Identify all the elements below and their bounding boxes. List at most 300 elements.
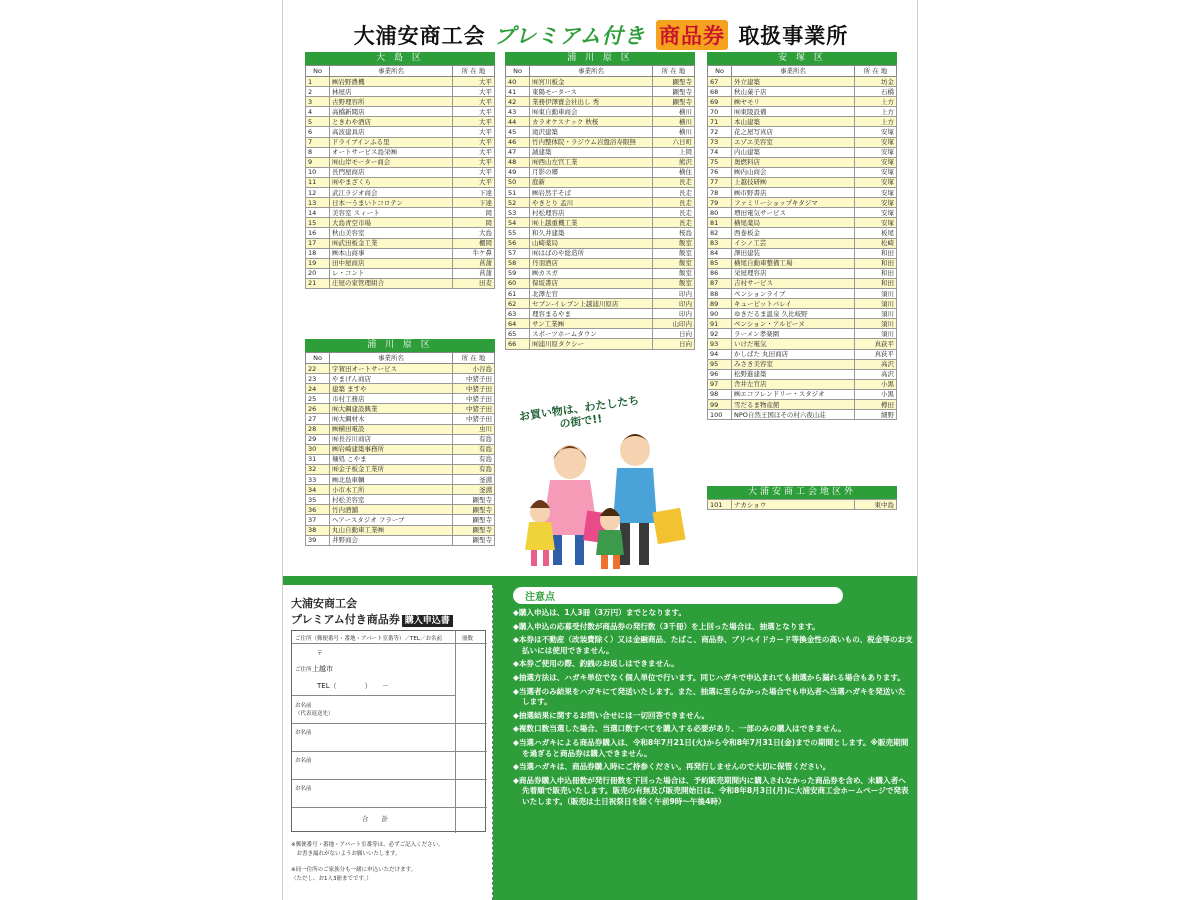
row-no: 101 bbox=[708, 500, 732, 510]
row-name: 横尾自動車整備工場 bbox=[732, 258, 855, 268]
row-no: 15 bbox=[306, 218, 330, 228]
row-no: 60 bbox=[506, 278, 530, 288]
directory-table bbox=[707, 65, 897, 420]
row-area: 飯室 bbox=[653, 238, 695, 248]
row-name: 秋山菓子店 bbox=[732, 87, 855, 97]
row-no: 53 bbox=[506, 208, 530, 218]
table-row bbox=[506, 167, 695, 177]
row-name: ㈲浦川原タクシー bbox=[530, 339, 653, 349]
section-header: 浦 川 原 区 bbox=[305, 339, 495, 352]
row-area: 安塚 bbox=[855, 147, 897, 157]
table-row bbox=[506, 87, 695, 97]
row-name: ㈲やまざくら bbox=[330, 177, 453, 187]
table-row bbox=[708, 359, 897, 369]
row-no: 55 bbox=[506, 228, 530, 238]
row-name: セブン-イレブン上越浦川原店 bbox=[530, 299, 653, 309]
table-row bbox=[306, 137, 495, 147]
family-shopping-icon bbox=[505, 400, 695, 575]
row-name: ㈱岩野農機 bbox=[330, 77, 453, 87]
row-no: 100 bbox=[708, 410, 732, 420]
row-name: 栄屋理容店 bbox=[732, 268, 855, 278]
row-no: 34 bbox=[306, 485, 330, 495]
row-area: 大平 bbox=[453, 77, 495, 87]
row-area: 中猪子田 bbox=[453, 404, 495, 414]
form-col-address: ご住所（郵便番号・番地・アパート室番等）／TEL／お名前 bbox=[295, 636, 442, 642]
table-row bbox=[506, 157, 695, 167]
table-row bbox=[506, 339, 695, 349]
row-name: みさき美容室 bbox=[732, 359, 855, 369]
row-name: 日本一うまいトコロテン bbox=[330, 198, 453, 208]
table-row bbox=[306, 464, 495, 474]
table-row bbox=[708, 147, 897, 157]
table-row bbox=[708, 278, 897, 288]
row-area: 小黒 bbox=[855, 379, 897, 389]
form-name-2: お名前 bbox=[295, 730, 312, 736]
row-area: 中猪子田 bbox=[453, 384, 495, 394]
row-name: 麺処 こやま bbox=[330, 454, 453, 464]
row-no: 11 bbox=[306, 177, 330, 187]
row-no: 59 bbox=[506, 268, 530, 278]
family-illustration bbox=[505, 393, 695, 575]
table-row bbox=[506, 258, 695, 268]
table-row bbox=[506, 198, 695, 208]
row-area: 虫川 bbox=[453, 424, 495, 434]
row-no: 35 bbox=[306, 495, 330, 505]
row-area: 菖蒲 bbox=[453, 258, 495, 268]
row-no: 22 bbox=[306, 364, 330, 374]
row-name: やきとり 孟川 bbox=[530, 198, 653, 208]
row-area: 横川 bbox=[653, 127, 695, 137]
row-area: 下達 bbox=[453, 198, 495, 208]
form-name-rep: お名前 bbox=[295, 703, 312, 709]
row-name: 秋山美容室 bbox=[330, 228, 453, 238]
row-no: 38 bbox=[306, 525, 330, 535]
row-name: ファミリーショップキタジマ bbox=[732, 198, 855, 208]
note-item: ◆当選者のみ結果をハガキにて発送いたします。また、抽選に至らなかった場合でも申込者へ当選ハガキを発送いたします。 bbox=[513, 686, 906, 707]
row-name: ㈱内山商会 bbox=[732, 167, 855, 177]
row-name: 大島青空市場 bbox=[330, 218, 453, 228]
form-postal-mark: 〒 bbox=[317, 651, 323, 657]
table-row bbox=[306, 258, 495, 268]
row-name: ㈱カスガ bbox=[530, 268, 653, 278]
table-row bbox=[306, 434, 495, 444]
row-area: 須川 bbox=[855, 288, 897, 298]
row-area: 有島 bbox=[453, 434, 495, 444]
row-no: 14 bbox=[306, 208, 330, 218]
note-item: ◆購入申込の応募受付数が商品券の発行数（3千冊）を上回った場合は、抽選となります。 bbox=[513, 621, 820, 631]
row-name: ㈱市野書店 bbox=[732, 188, 855, 198]
row-name: 田中屋商店 bbox=[330, 258, 453, 268]
section-yasuzuka bbox=[707, 52, 897, 420]
note-item: ◆抽選結果に関するお問い合せには一切回答できません。 bbox=[513, 710, 710, 720]
col-header-no: No bbox=[306, 66, 330, 77]
row-name: 澤田建装 bbox=[732, 248, 855, 258]
table-row bbox=[306, 535, 495, 545]
table-row bbox=[306, 147, 495, 157]
row-area: 大島 bbox=[453, 228, 495, 238]
table-row bbox=[708, 188, 897, 198]
row-name: 市村工務店 bbox=[330, 394, 453, 404]
speech-text: お買い物は、わたしたちの街で!! bbox=[518, 393, 640, 431]
row-no: 73 bbox=[708, 137, 732, 147]
row-no: 92 bbox=[708, 329, 732, 339]
row-area: 安塚 bbox=[855, 167, 897, 177]
row-area: 大平 bbox=[453, 167, 495, 177]
note-item: ◆購入申込は、1人3冊（3万円）までとなります。 bbox=[513, 608, 686, 617]
row-name: 松野進建築 bbox=[732, 369, 855, 379]
row-name: 村松理容店 bbox=[530, 208, 653, 218]
row-name: 誠建築 bbox=[530, 147, 653, 157]
row-no: 98 bbox=[708, 389, 732, 399]
table-row bbox=[506, 97, 695, 107]
row-no: 50 bbox=[506, 177, 530, 187]
row-area: 須川 bbox=[855, 309, 897, 319]
row-area: 日向 bbox=[653, 329, 695, 339]
table-row bbox=[708, 167, 897, 177]
row-area: 顕聖寺 bbox=[453, 505, 495, 515]
row-no: 74 bbox=[708, 147, 732, 157]
row-area: 大平 bbox=[453, 127, 495, 137]
row-no: 94 bbox=[708, 349, 732, 359]
row-name: 竹内整体院・ラジウム岩盤浴寿限無 bbox=[530, 137, 653, 147]
row-name: ㈲はばのや総造所 bbox=[530, 248, 653, 258]
row-name: ㈲西山左官工業 bbox=[530, 157, 653, 167]
table-row bbox=[506, 107, 695, 117]
row-name: ㈲山岸モーター商会 bbox=[330, 157, 453, 167]
row-name: 滝沢建築 bbox=[530, 127, 653, 137]
table-row bbox=[306, 127, 495, 137]
row-area: 有島 bbox=[453, 444, 495, 454]
row-area: 板尾 bbox=[855, 228, 897, 238]
row-area: 顕聖寺 bbox=[453, 535, 495, 545]
row-no: 7 bbox=[306, 137, 330, 147]
row-name: ペンション・アルピーヌ bbox=[732, 319, 855, 329]
row-name: 奥燃料店 bbox=[732, 157, 855, 167]
table-row bbox=[506, 218, 695, 228]
table-row bbox=[506, 177, 695, 187]
table-row bbox=[708, 137, 897, 147]
row-no: 9 bbox=[306, 157, 330, 167]
page-title bbox=[283, 20, 918, 50]
row-area: 菖蒲 bbox=[453, 268, 495, 278]
row-name: ヘアースタジオ フラーブ bbox=[330, 515, 453, 525]
row-no: 1 bbox=[306, 77, 330, 87]
row-area: 中猪子田 bbox=[453, 414, 495, 424]
row-area: 大平 bbox=[453, 157, 495, 167]
row-no: 56 bbox=[506, 238, 530, 248]
row-no: 39 bbox=[306, 535, 330, 545]
table-row bbox=[708, 77, 897, 87]
row-no: 84 bbox=[708, 248, 732, 258]
row-no: 37 bbox=[306, 515, 330, 525]
notes-list bbox=[513, 608, 913, 808]
table-row bbox=[708, 258, 897, 268]
row-no: 76 bbox=[708, 167, 732, 177]
row-no: 63 bbox=[506, 309, 530, 319]
row-area: 顕聖寺 bbox=[453, 525, 495, 535]
row-name: 増田電気サービス bbox=[732, 208, 855, 218]
note-item: ◆商品券購入申込冊数が発行冊数を下回った場合は、予約販売期間内に購入されなかった商品券を含め、未購入者へ先着順で販売いたします。販売の有無及び販売開始日は、令和8年8月3日(月)に大浦安商工会ホームページで発表いたします。（販売は土日祝祭日を除く午前9時～午後4時） bbox=[513, 775, 909, 806]
row-area: 上方 bbox=[855, 107, 897, 117]
table-row bbox=[306, 188, 495, 198]
row-name: 和久井建築 bbox=[530, 228, 653, 238]
row-no: 42 bbox=[506, 97, 530, 107]
row-no: 88 bbox=[708, 288, 732, 298]
row-area: 岡 bbox=[453, 218, 495, 228]
form-address-label: ご住所 bbox=[295, 667, 312, 673]
row-area: 安塚 bbox=[855, 177, 897, 187]
table-row bbox=[708, 500, 897, 510]
row-area: 釜淵 bbox=[453, 485, 495, 495]
directory-table bbox=[707, 499, 897, 510]
row-no: 69 bbox=[708, 97, 732, 107]
row-name: 山崎薬局 bbox=[530, 238, 653, 248]
row-area: 長走 bbox=[653, 177, 695, 187]
table-row bbox=[708, 228, 897, 238]
col-header-area: 所 在 地 bbox=[855, 66, 897, 77]
row-name: 井野商会 bbox=[330, 535, 453, 545]
col-header-name: 事業所名 bbox=[530, 66, 653, 77]
row-name: 庭新 bbox=[530, 177, 653, 187]
row-no: 30 bbox=[306, 444, 330, 454]
row-area: 須川 bbox=[855, 319, 897, 329]
row-area: 釜淵 bbox=[453, 475, 495, 485]
row-name: ㈲宮川板金 bbox=[530, 77, 653, 87]
row-no: 44 bbox=[506, 117, 530, 127]
row-area: 有島 bbox=[453, 454, 495, 464]
table-row bbox=[708, 369, 897, 379]
row-no: 90 bbox=[708, 309, 732, 319]
row-name: 建築 ますや bbox=[330, 384, 453, 394]
row-area: 長走 bbox=[653, 218, 695, 228]
row-area: 上岡 bbox=[653, 147, 695, 157]
table-row bbox=[708, 389, 897, 399]
row-name: ㈲上越重機工業 bbox=[530, 218, 653, 228]
row-area: 飯室 bbox=[653, 248, 695, 258]
row-name: 内山建築 bbox=[732, 147, 855, 157]
row-area: 顕聖寺 bbox=[453, 515, 495, 525]
table-row bbox=[506, 208, 695, 218]
section-header: 浦 川 原 区 bbox=[505, 52, 695, 65]
table-row bbox=[506, 147, 695, 157]
form-voucher: 商品券 bbox=[366, 613, 400, 626]
row-no: 16 bbox=[306, 228, 330, 238]
row-name: ㈲東自動車商会 bbox=[530, 107, 653, 117]
row-no: 81 bbox=[708, 218, 732, 228]
table-row bbox=[306, 525, 495, 535]
row-no: 29 bbox=[306, 434, 330, 444]
table-row bbox=[306, 404, 495, 414]
row-no: 40 bbox=[506, 77, 530, 87]
row-name: 東陽モータース bbox=[530, 87, 653, 97]
row-name: 業務伊澤寶会社出し 秀 bbox=[530, 97, 653, 107]
row-no: 78 bbox=[708, 188, 732, 198]
row-name: ㈱本山商事 bbox=[330, 248, 453, 258]
section-header: 安 塚 区 bbox=[707, 52, 897, 65]
row-no: 64 bbox=[506, 319, 530, 329]
table-row bbox=[506, 137, 695, 147]
row-no: 47 bbox=[506, 147, 530, 157]
row-name: 庄屋の家管理組合 bbox=[330, 278, 453, 288]
row-area: 大平 bbox=[453, 107, 495, 117]
row-name: 宇賀田オートサービス bbox=[330, 364, 453, 374]
row-area: 横住 bbox=[653, 167, 695, 177]
col-header-name: 事業所名 bbox=[330, 353, 453, 364]
row-area: 六日町 bbox=[653, 137, 695, 147]
row-name: 美容室 スィート bbox=[330, 208, 453, 218]
table-row bbox=[708, 329, 897, 339]
row-name: ㈲金子板金工業所 bbox=[330, 464, 453, 474]
table-row bbox=[306, 424, 495, 434]
row-name: ㈲武田板金工業 bbox=[330, 238, 453, 248]
section-header: 大 島 区 bbox=[305, 52, 495, 65]
form-col-count: 冊数 bbox=[462, 636, 474, 642]
row-no: 91 bbox=[708, 319, 732, 329]
table-row bbox=[306, 278, 495, 288]
row-name: 北澤左官 bbox=[530, 288, 653, 298]
row-no: 23 bbox=[306, 374, 330, 384]
row-area: 安塚 bbox=[855, 208, 897, 218]
table-row bbox=[506, 248, 695, 258]
row-area: 安塚 bbox=[855, 127, 897, 137]
table-row bbox=[708, 87, 897, 97]
table-row bbox=[506, 329, 695, 339]
note-item: ◆抽選方法は、ハガキ単位でなく個人単位で行います。同じハガキで申込まれても抽選から漏れる場合もあります。 bbox=[513, 672, 905, 682]
row-no: 32 bbox=[306, 464, 330, 474]
row-name: ドライブインふる里 bbox=[330, 137, 453, 147]
table-row bbox=[708, 410, 897, 420]
notes-panel bbox=[513, 585, 913, 811]
row-no: 19 bbox=[306, 258, 330, 268]
row-name: 外立建築 bbox=[732, 77, 855, 87]
row-area: 安塚 bbox=[855, 198, 897, 208]
section-oshima bbox=[305, 52, 495, 289]
row-area: 安塚 bbox=[855, 157, 897, 167]
table-row bbox=[506, 228, 695, 238]
row-no: 95 bbox=[708, 359, 732, 369]
row-area: 高沢 bbox=[855, 369, 897, 379]
table-row bbox=[506, 268, 695, 278]
row-no: 43 bbox=[506, 107, 530, 117]
row-no: 48 bbox=[506, 157, 530, 167]
row-area: 樽田 bbox=[855, 400, 897, 410]
table-row bbox=[306, 238, 495, 248]
section-header: 大浦安商工会地区外 bbox=[707, 486, 897, 499]
row-area: 桜島 bbox=[653, 228, 695, 238]
row-name: サン工業㈱ bbox=[530, 319, 653, 329]
table-row bbox=[306, 444, 495, 454]
table-row bbox=[306, 414, 495, 424]
row-name: 林屋店 bbox=[330, 87, 453, 97]
table-row bbox=[306, 268, 495, 278]
row-name: ㈱岩然手そば bbox=[530, 188, 653, 198]
row-no: 26 bbox=[306, 404, 330, 414]
table-row bbox=[506, 319, 695, 329]
table-row bbox=[708, 349, 897, 359]
table-row bbox=[708, 198, 897, 208]
row-no: 80 bbox=[708, 208, 732, 218]
row-area: 牛ケ鼻 bbox=[453, 248, 495, 258]
row-name: やまげん商店 bbox=[330, 374, 453, 384]
row-area: 大平 bbox=[453, 147, 495, 157]
table-row bbox=[506, 288, 695, 298]
row-area: 横川 bbox=[653, 117, 695, 127]
table-row bbox=[708, 107, 897, 117]
row-no: 86 bbox=[708, 268, 732, 278]
row-no: 70 bbox=[708, 107, 732, 117]
row-area: 大平 bbox=[453, 97, 495, 107]
row-no: 65 bbox=[506, 329, 530, 339]
table-row bbox=[306, 454, 495, 464]
row-no: 20 bbox=[306, 268, 330, 278]
form-note-2: お書き漏れがないようお願いいたします。 bbox=[291, 851, 401, 857]
row-name: ㈲大鋼建設興業 bbox=[330, 404, 453, 414]
row-name: 古野理容所 bbox=[330, 97, 453, 107]
row-area: 安塚 bbox=[855, 218, 897, 228]
table-row bbox=[708, 248, 897, 258]
table-row bbox=[708, 177, 897, 187]
table-row bbox=[306, 198, 495, 208]
table-row bbox=[306, 248, 495, 258]
row-no: 33 bbox=[306, 475, 330, 485]
table-row bbox=[708, 268, 897, 278]
row-no: 67 bbox=[708, 77, 732, 87]
row-area: 和田 bbox=[855, 278, 897, 288]
row-area: 小黒 bbox=[855, 389, 897, 399]
table-row bbox=[708, 208, 897, 218]
row-name: レ・コント bbox=[330, 268, 453, 278]
table-row bbox=[708, 238, 897, 248]
table-row bbox=[306, 157, 495, 167]
row-area: 有島 bbox=[453, 464, 495, 474]
row-no: 83 bbox=[708, 238, 732, 248]
table-row bbox=[306, 394, 495, 404]
row-name: いけだ電気 bbox=[732, 339, 855, 349]
row-area: 小谷島 bbox=[453, 364, 495, 374]
table-row bbox=[306, 475, 495, 485]
row-area: 安塚 bbox=[855, 188, 897, 198]
row-area: 横川 bbox=[653, 107, 695, 117]
row-area: 須川 bbox=[855, 329, 897, 339]
row-area: 大平 bbox=[453, 117, 495, 127]
table-row bbox=[306, 374, 495, 384]
row-name: 丹羽酒店 bbox=[530, 258, 653, 268]
table-row bbox=[306, 97, 495, 107]
form-name-3: お名前 bbox=[295, 758, 312, 764]
table-row bbox=[708, 218, 897, 228]
row-area: 松崎 bbox=[855, 238, 897, 248]
row-no: 87 bbox=[708, 278, 732, 288]
row-no: 8 bbox=[306, 147, 330, 157]
row-name: ㈱岩崎建築事務所 bbox=[330, 444, 453, 454]
form-city: 上越市 bbox=[312, 665, 333, 673]
row-area: 大平 bbox=[453, 177, 495, 187]
table-row bbox=[306, 384, 495, 394]
col-header-no: No bbox=[708, 66, 732, 77]
row-no: 93 bbox=[708, 339, 732, 349]
table-row bbox=[306, 177, 495, 187]
row-name: オートサービス島栄㈱ bbox=[330, 147, 453, 157]
row-area: 飯室 bbox=[653, 258, 695, 268]
row-area: 熊沢 bbox=[653, 157, 695, 167]
row-area: 須川 bbox=[855, 299, 897, 309]
form-name-4: お名前 bbox=[295, 786, 312, 792]
row-area: 顕聖寺 bbox=[653, 77, 695, 87]
row-name: 竹内酒舗 bbox=[330, 505, 453, 515]
table-row bbox=[306, 208, 495, 218]
row-name: イシノ工芸 bbox=[732, 238, 855, 248]
row-name: ナカショウ bbox=[732, 500, 855, 510]
